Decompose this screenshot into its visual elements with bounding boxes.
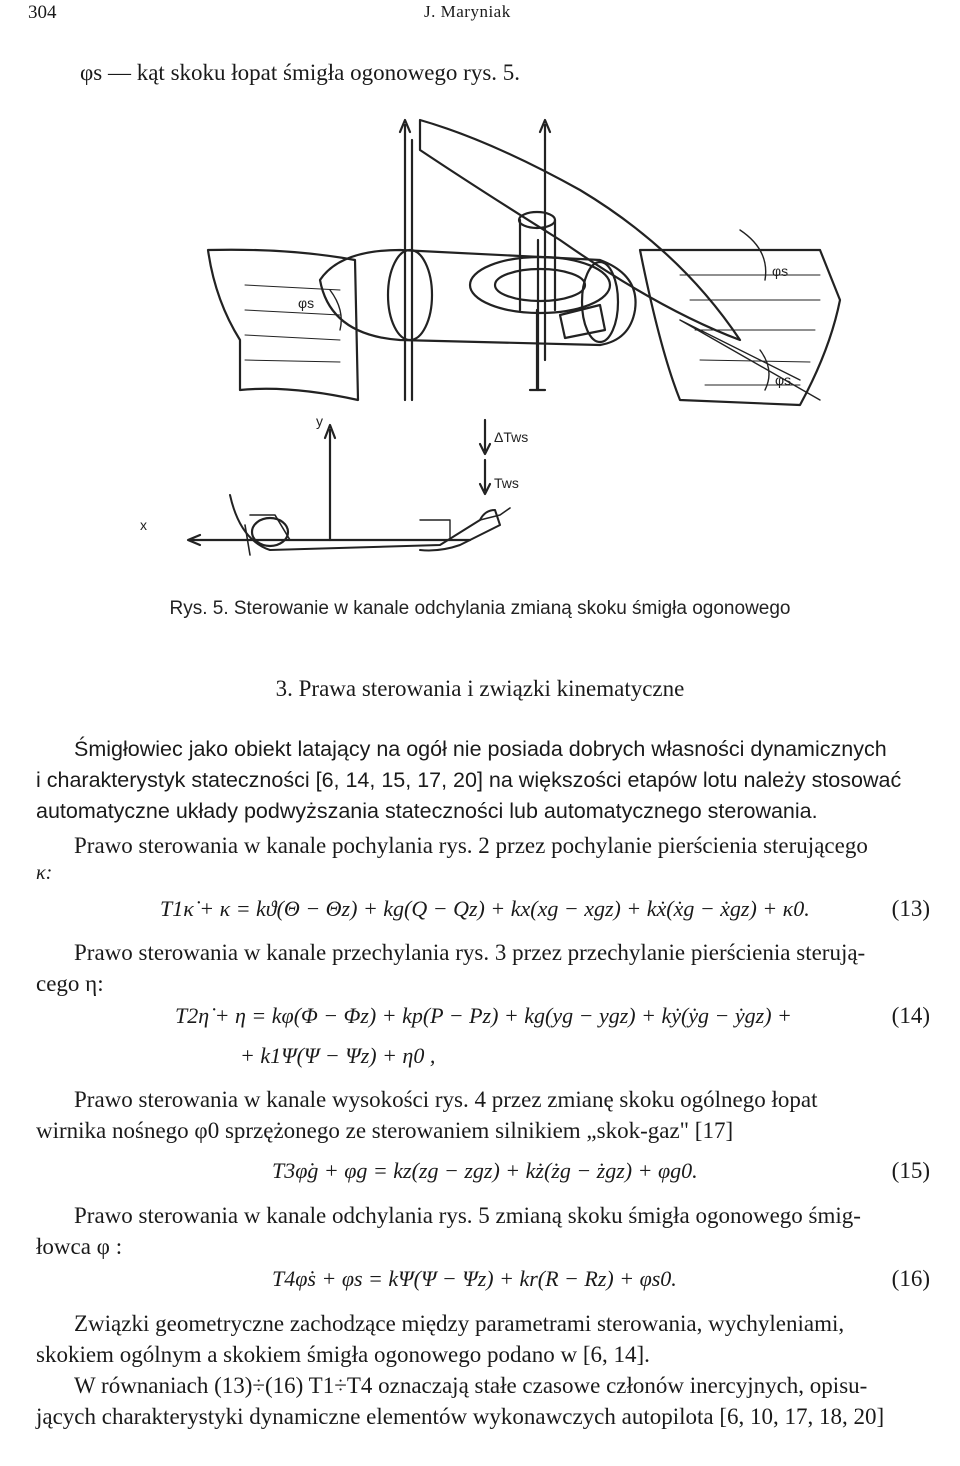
figure-caption: Rys. 5. Sterowanie w kanale odchylania zmianą skoku śmigła ogonowego [169, 598, 791, 619]
paragraph-5 [36, 1200, 922, 1262]
paragraph-line: Śmigłowiec jako obiekt latający na ogół nie posiada dobrych własności dynamicznych [74, 737, 887, 761]
equation-number-15: (15) [891, 1158, 930, 1183]
page-number: 304 [28, 2, 57, 23]
paragraph-line: Prawo sterowania w kanale pochylania rys. 2 przez pochylanie pierścienia sterującego [74, 833, 868, 858]
paragraph-line: W równaniach (13)÷(16) T1÷T4 oznaczają stałe czasowe członów inercyjnych, opisu- [74, 1373, 868, 1398]
label-phi-s-right: φs [772, 263, 789, 279]
right-blade [640, 250, 840, 405]
label-phi-s-left: φs [298, 295, 315, 311]
equation-13: T1κ̇ + κ = kϑ(Θ − Θz) + kg(Q − Qz) + kx(xg − xgz) + kẋ(ẋg − ẋgz) + κ0. [160, 896, 810, 921]
paragraph-7 [36, 1370, 922, 1432]
paragraph-line: i charakterystyk stateczności [6, 14, 15, 17, 20] na większości etapów lotu należy stosować [36, 768, 902, 792]
equation-16: T4φ̇s + φs = kΨ(Ψ − Ψz) + kr(R − Rz) + φs0. [272, 1266, 677, 1291]
label-y: y [316, 413, 323, 429]
paragraph-line: Związki geometryczne zachodzące między parametrami sterowania, wychyleniami, [74, 1311, 845, 1336]
running-head: J. Maryniak [424, 2, 511, 21]
label-tws: Tws [494, 475, 519, 491]
paragraph-3 [36, 937, 922, 999]
equation-number-13: (13) [891, 896, 930, 921]
equation-14-line-2: + k1Ψ(Ψ − Ψz) + η0 , [240, 1043, 436, 1068]
paragraph-line: łowca φ : [36, 1234, 123, 1259]
paragraph-line: wirnika nośnego φ0 sprzężonego ze sterowaniem silnikiem „skok-gaz" [17] [36, 1118, 734, 1143]
equation-15: T3φ̇g + φg = kz(zg − zgz) + kż(żg − żgz) + φg0. [272, 1158, 698, 1183]
paragraph-2 [36, 830, 922, 861]
paragraph-1 [36, 734, 922, 827]
paragraph-4 [36, 1084, 922, 1146]
paragraph-line: Prawo sterowania w kanale wysokości rys. 4 przez zmianę skoku ogólnego łopat [74, 1087, 818, 1112]
label-x: x [140, 517, 147, 533]
swashplate [470, 257, 610, 313]
equation-number-16: (16) [891, 1266, 930, 1291]
section-heading: 3. Prawa sterowania i związki kinematyczne [275, 676, 685, 701]
intro-line: φs — kąt skoku łopat śmigła ogonowego rys. 5. [80, 60, 521, 85]
variable-kappa: κ: [36, 862, 53, 884]
label-delta-tws: ΔTws [494, 429, 529, 445]
paragraph-line: Prawo sterowania w kanale przechylania rys. 3 przez przechylanie pierścienia sterują- [74, 940, 866, 965]
paragraph-line: cego η: [36, 971, 104, 996]
left-blade [208, 250, 358, 400]
label-phi-s-lower: φs [775, 372, 792, 388]
helicopter-outline [230, 495, 500, 550]
paragraph-line: automatyczne układy podwyższania stateczności lub automatycznego sterowania. [36, 799, 818, 823]
equation-number-14: (14) [891, 1003, 930, 1028]
paragraph-line: jących charakterystyki dynamiczne elementów wykonawczych autopilota [6, 10, 17, 18, 20] [36, 1404, 885, 1429]
equation-14-line-1: T2η̇ + η = kφ(Φ − Φz) + kp(P − Pz) + kg(yg − ygz) + kẏ(ẏg − ẏgz) + [175, 1003, 792, 1028]
paragraph-line: Prawo sterowania w kanale odchylania rys. 5 zmianą skoku śmigła ogonowego śmig- [74, 1203, 861, 1228]
paragraph-6 [36, 1308, 922, 1370]
paragraph-line: skokiem ogólnym a skokiem śmigła ogonowego podano w [6, 14]. [36, 1342, 650, 1367]
figure-tail-rotor-diagram [40, 100, 920, 590]
